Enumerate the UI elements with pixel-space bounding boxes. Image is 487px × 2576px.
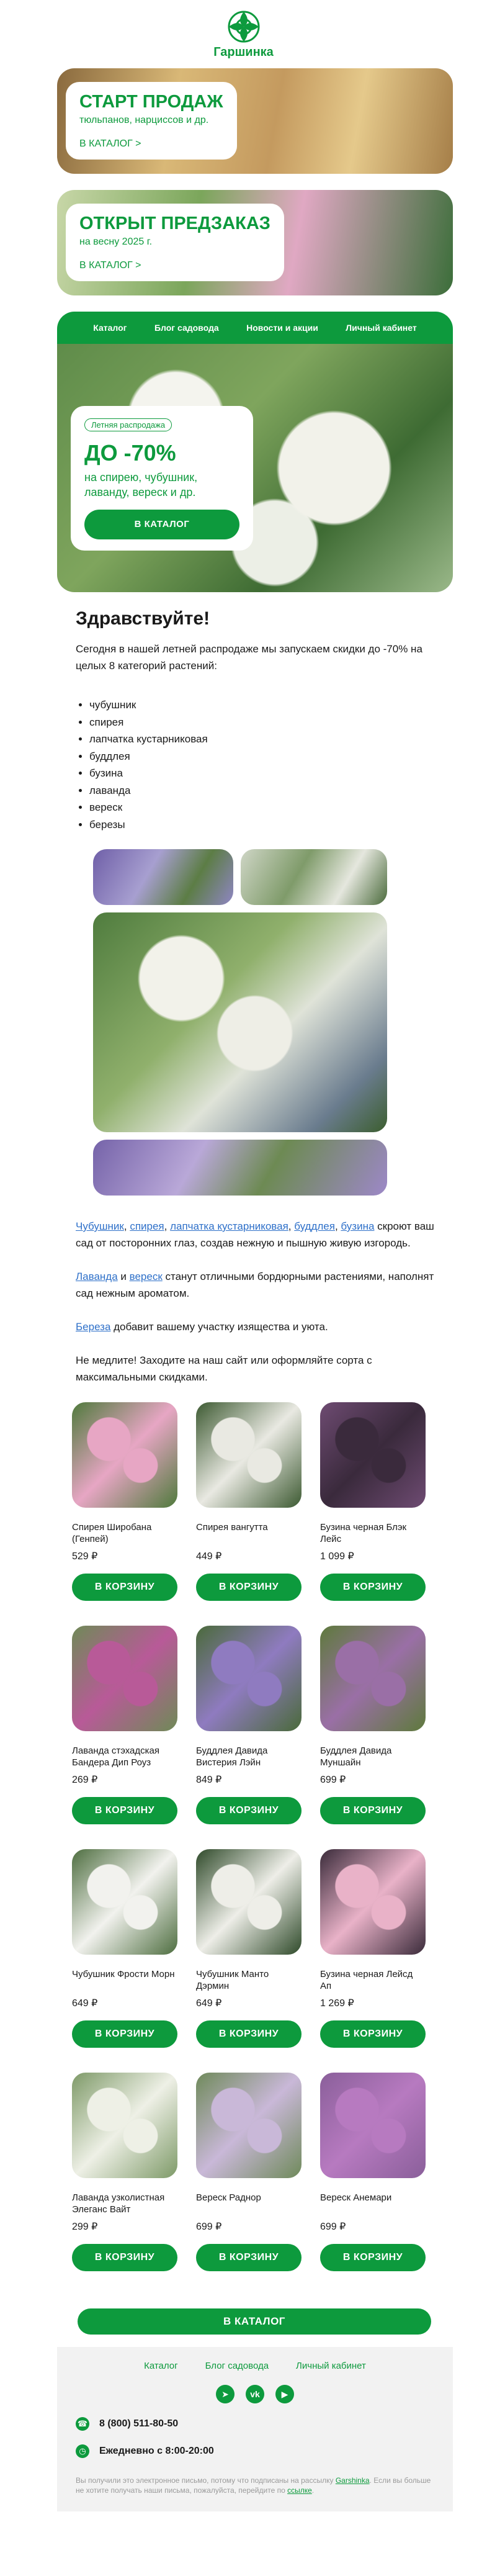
add-to-cart-button[interactable]: В КОРЗИНУ	[320, 1797, 426, 1824]
footer-link-blog[interactable]: Блог садовода	[205, 2361, 269, 2371]
telegram-icon[interactable]: ➤	[216, 2385, 235, 2403]
working-hours: Ежедневно с 8:00-20:00	[99, 2446, 214, 2456]
separator: ,	[123, 1220, 130, 1232]
intro-text: Сегодня в нашей летней распродаже мы запускаем скидки до -70% на целых 8 категорий растений:	[76, 643, 422, 672]
footer-links	[76, 2361, 434, 2371]
product-name[interactable]: Лаванда стэхадская Бандера Дип Роуз	[72, 1745, 160, 1768]
banner-panel	[66, 204, 284, 281]
nav-item-news[interactable]: Новости и акции	[246, 323, 318, 333]
youtube-icon[interactable]: ▶	[275, 2385, 294, 2403]
heather-photo	[93, 1140, 387, 1196]
paragraph-text: и	[117, 1271, 130, 1282]
product-card[interactable]	[72, 1849, 177, 2048]
product-name[interactable]: Спирея Широбана (Генпей)	[72, 1522, 152, 1544]
catalog-button[interactable]: В КАТАЛОГ	[78, 2308, 431, 2335]
link-lavender[interactable]: Лаванда	[76, 1271, 118, 1282]
product-price: 649 ₽	[72, 1998, 98, 2009]
hero-section	[57, 312, 453, 592]
link-buddleja[interactable]: буддлея	[294, 1220, 335, 1232]
clock-icon: ◷	[76, 2444, 89, 2458]
product-card[interactable]	[72, 1402, 177, 1601]
fine-text: .	[311, 2486, 315, 2495]
hours-row	[76, 2444, 434, 2458]
product-price: 849 ₽	[196, 1775, 222, 1785]
phone-row	[76, 2417, 434, 2431]
product-name[interactable]: Чубушник Манто Дэрмин	[196, 1969, 269, 1991]
spirea-photo	[241, 849, 387, 905]
nav-item-catalog[interactable]: Каталог	[93, 323, 127, 333]
top-nav	[57, 312, 453, 344]
paragraph-border	[76, 1268, 434, 1302]
product-card[interactable]	[320, 1849, 426, 2048]
product-price: 449 ₽	[196, 1551, 222, 1562]
banner-subtitle: на весну 2025 г.	[79, 236, 153, 247]
banner-sales-start[interactable]	[57, 68, 453, 174]
catalog-section	[78, 2308, 431, 2335]
photo-collage	[0, 849, 487, 1197]
paragraph-birch	[76, 1318, 434, 1335]
product-image[interactable]	[196, 1849, 302, 1955]
product-price: 699 ₽	[320, 1775, 346, 1785]
product-price: 299 ₽	[72, 2222, 98, 2232]
add-to-cart-button[interactable]: В КОРЗИНУ	[72, 2020, 177, 2048]
product-price: 699 ₽	[320, 2222, 346, 2232]
product-card[interactable]	[72, 2073, 177, 2271]
product-price: 1 099 ₽	[320, 1551, 354, 1562]
social-icons	[76, 2385, 434, 2403]
paragraph-hedge	[76, 1218, 434, 1251]
flower-logo-icon	[226, 9, 261, 44]
logo[interactable]	[0, 0, 487, 68]
hero-discount: ДО -70%	[84, 440, 176, 466]
product-card[interactable]	[320, 1402, 426, 1601]
product-card[interactable]	[196, 1626, 302, 1824]
add-to-cart-button[interactable]: В КОРЗИНУ	[196, 1797, 302, 1824]
footer-link-account[interactable]: Личный кабинет	[296, 2361, 366, 2371]
fine-text: Вы получили это электронное письмо, потому что подписаны на рассылку	[76, 2476, 336, 2485]
product-image[interactable]	[196, 2073, 302, 2178]
add-to-cart-button[interactable]: В КОРЗИНУ	[196, 2020, 302, 2048]
add-to-cart-button[interactable]: В КОРЗИНУ	[72, 1574, 177, 1601]
product-image[interactable]	[320, 1626, 426, 1731]
product-price: 699 ₽	[196, 2222, 222, 2232]
hero-card	[71, 406, 253, 551]
product-image[interactable]	[196, 1626, 302, 1731]
link-birch[interactable]: Береза	[76, 1321, 111, 1333]
product-image[interactable]	[72, 2073, 177, 2178]
hero-catalog-button[interactable]: В КАТАЛОГ	[84, 510, 239, 539]
list-item: • чубушник	[89, 696, 434, 714]
list-item: • бузина	[89, 765, 434, 782]
separator: ,	[164, 1220, 171, 1232]
add-to-cart-button[interactable]: В КОРЗИНУ	[72, 2244, 177, 2271]
link-heather[interactable]: вереск	[129, 1271, 163, 1282]
greeting: Здравствуйте!	[76, 608, 210, 629]
brand-name: Гаршинка	[213, 45, 274, 59]
banner-catalog-link[interactable]: В КАТАЛОГ >	[79, 260, 141, 271]
lavender-photo	[93, 849, 233, 905]
product-price: 529 ₽	[72, 1551, 98, 1562]
hero-image	[57, 344, 453, 592]
product-image[interactable]	[72, 1626, 177, 1731]
banner-title: ОТКРЫТ ПРЕДЗАКАЗ	[79, 214, 270, 233]
list-item: • буддлея	[89, 748, 434, 765]
add-to-cart-button[interactable]: В КОРЗИНУ	[196, 1574, 302, 1601]
unsubscribe-link[interactable]: ссылке	[287, 2486, 312, 2495]
product-image[interactable]	[72, 1402, 177, 1508]
add-to-cart-button[interactable]: В КОРЗИНУ	[320, 1574, 426, 1601]
product-card[interactable]	[320, 1626, 426, 1824]
link-potentilla[interactable]: лапчатка кустарниковая	[170, 1220, 288, 1232]
product-price: 1 269 ₽	[320, 1998, 354, 2009]
add-to-cart-button[interactable]: В КОРЗИНУ	[320, 2020, 426, 2048]
category-list	[89, 696, 434, 833]
paragraph-text: добавит вашему участку изящества и уюта.	[110, 1321, 328, 1333]
banner-subtitle: тюльпанов, нарциссов и др.	[79, 115, 209, 125]
link-spirea[interactable]: спирея	[130, 1220, 164, 1232]
product-name[interactable]: Чубушник Фрости Морн	[72, 1969, 175, 1979]
product-image[interactable]	[196, 1402, 302, 1508]
vk-icon[interactable]: vk	[246, 2385, 264, 2403]
list-item: • лаванда	[89, 782, 434, 799]
product-card[interactable]	[196, 2073, 302, 2271]
add-to-cart-button[interactable]: В КОРЗИНУ	[320, 2244, 426, 2271]
banner-catalog-link[interactable]: В КАТАЛОГ >	[79, 138, 141, 149]
product-price: 269 ₽	[72, 1775, 98, 1785]
banner-title: СТАРТ ПРОДАЖ	[79, 92, 223, 112]
paragraph-text: станут отличными бордюрными растениями, наполнят сад нежным ароматом.	[76, 1271, 434, 1299]
product-grid	[57, 1402, 453, 2271]
phone-number[interactable]: 8 (800) 511-80-50	[99, 2418, 179, 2429]
nav-item-blog[interactable]: Блог садовода	[154, 323, 219, 333]
add-to-cart-button[interactable]: В КОРЗИНУ	[196, 2244, 302, 2271]
list-item: • лапчатка кустарниковая	[89, 731, 434, 748]
product-image[interactable]	[320, 1402, 426, 1508]
product-name[interactable]: Буддлея Давида Вистерия Лэйн	[196, 1745, 268, 1768]
product-name[interactable]: Бузина черная Лейсд Ап	[320, 1969, 413, 1991]
product-card[interactable]	[72, 1626, 177, 1824]
unsubscribe-text	[76, 2475, 434, 2495]
product-name[interactable]: Буддлея Давида Муншайн	[320, 1745, 392, 1768]
fine-text: . Если вы больше не хотите получать наши письма, пожалуйста, перейдите по	[76, 2476, 431, 2495]
product-card[interactable]	[320, 2073, 426, 2271]
hedge-photo	[93, 912, 387, 1132]
list-item: • березы	[89, 816, 434, 834]
product-image[interactable]	[320, 1849, 426, 1955]
footer-link-catalog[interactable]: Каталог	[144, 2361, 178, 2371]
product-name[interactable]: Бузина черная Блэк Лейс	[320, 1522, 407, 1544]
link-sambucus[interactable]: бузина	[341, 1220, 375, 1232]
product-card[interactable]	[196, 1402, 302, 1601]
add-to-cart-button[interactable]: В КОРЗИНУ	[72, 1797, 177, 1824]
list-item: • вереск	[89, 799, 434, 816]
separator: ,	[334, 1220, 341, 1232]
banner-panel	[66, 82, 237, 160]
phone-icon: ☎	[76, 2417, 89, 2431]
hero-text: на спирею, чубушник, лаванду, вереск и др.	[84, 471, 198, 498]
paragraph-text: скроют ваш сад от посторонних глаз, создав нежную и пышную живую изгородь.	[76, 1220, 434, 1249]
separator: ,	[288, 1220, 295, 1232]
product-price: 649 ₽	[196, 1998, 222, 2009]
nav-item-account[interactable]: Личный кабинет	[346, 323, 417, 333]
letter-intro	[57, 592, 453, 833]
sale-tag: Летняя распродажа	[84, 418, 172, 431]
banner-preorder[interactable]	[57, 190, 453, 295]
product-name[interactable]: Спирея вангутта	[196, 1522, 268, 1533]
product-image[interactable]	[72, 1849, 177, 1955]
product-name[interactable]: Вереск Анемари	[320, 2192, 392, 2203]
footer	[57, 2347, 453, 2511]
product-image[interactable]	[320, 2073, 426, 2178]
link-philadelphus[interactable]: Чубушник	[76, 1220, 124, 1232]
garshinka-link[interactable]: Garshinka	[335, 2476, 370, 2485]
product-name[interactable]: Лаванда узколистная Элеганс Вайт	[72, 2192, 165, 2215]
product-name[interactable]: Вереск Раднор	[196, 2192, 261, 2203]
description-text	[57, 1218, 453, 1385]
paragraph-cta: Не медлите! Заходите на наш сайт или оформляйте сорта с максимальными скидками.	[76, 1354, 372, 1383]
list-item: • спирея	[89, 714, 434, 731]
product-card[interactable]	[196, 1849, 302, 2048]
